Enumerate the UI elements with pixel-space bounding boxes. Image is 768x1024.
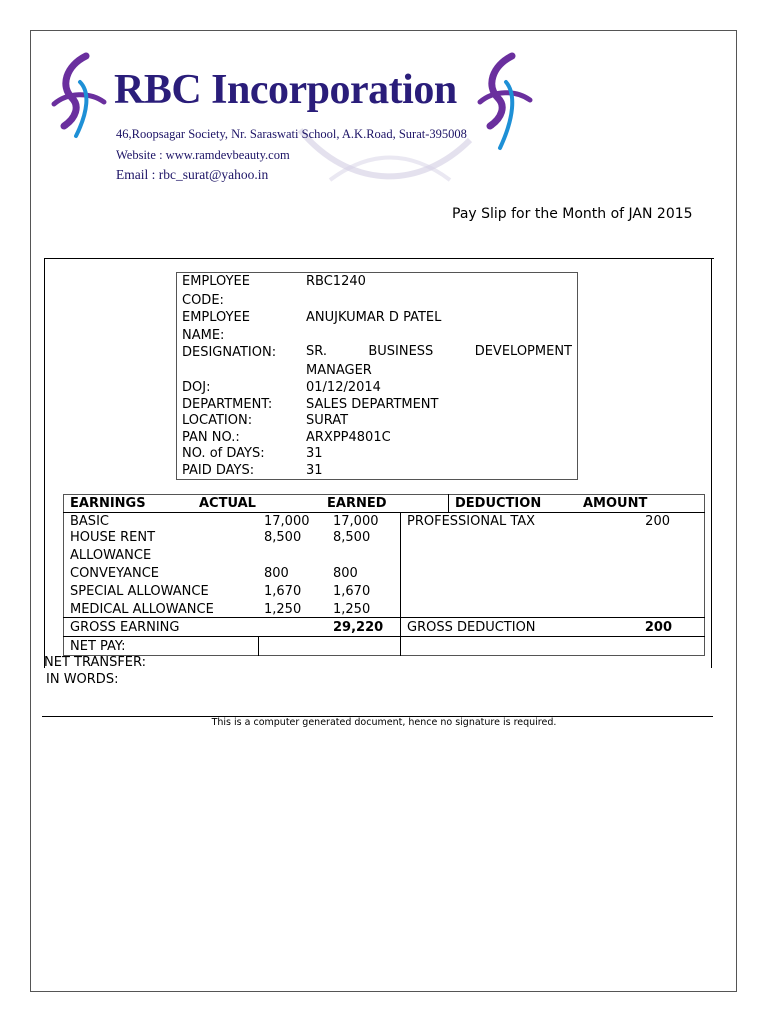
doj-value: 01/12/2014 — [306, 380, 381, 395]
company-website: Website : www.ramdevbeauty.com — [116, 148, 290, 162]
earning-name-2: ALLOWANCE — [70, 548, 152, 563]
earning-actual: 1,250 — [264, 602, 302, 617]
net-transfer-label: NET TRANSFER: — [44, 655, 147, 670]
earning-actual: 17,000 — [264, 514, 310, 529]
department-label: DEPARTMENT: — [182, 397, 273, 412]
earning-actual: 800 — [264, 566, 289, 581]
gross-deduction-value: 200 — [644, 620, 672, 635]
company-address: 46,Roopsagar Society, Nr. Saraswati School, A.K.Road, Surat-395008 — [116, 127, 467, 141]
section-left-line — [44, 258, 45, 668]
location-label: LOCATION: — [182, 413, 253, 428]
paid-days-value: 31 — [306, 463, 323, 478]
company-name: RBC Incorporation — [114, 67, 457, 113]
section-right-line — [711, 258, 712, 668]
company-logo-left — [46, 52, 110, 142]
footer-note: This is a computer generated document, hence no signature is required. — [211, 717, 557, 728]
department-value: SALES DEPARTMENT — [306, 397, 439, 412]
employee-name-value: ANUJKUMAR D PATEL — [306, 310, 442, 325]
header-divider — [448, 494, 449, 512]
company-email: Email : rbc_surat@yahoo.in — [116, 167, 269, 182]
net-pay-divider — [258, 636, 259, 656]
header-actual: ACTUAL — [199, 496, 256, 511]
section-top-line — [44, 258, 714, 259]
designation-value-2: MANAGER — [306, 363, 372, 378]
company-logo-right — [472, 52, 536, 152]
gross-earning-label: GROSS EARNING — [70, 620, 180, 635]
gross-deduction-label: GROSS DEDUCTION — [407, 620, 536, 635]
earning-earned: 800 — [333, 566, 358, 581]
pan-value: ARXPP4801C — [306, 430, 391, 445]
in-words-label: IN WORDS: — [46, 672, 119, 687]
payslip-title: Pay Slip for the Month of JAN 2015 — [452, 206, 693, 222]
earning-name: CONVEYANCE — [70, 566, 159, 581]
earnings-deduction-divider — [400, 512, 401, 656]
employee-code-label-2: CODE: — [182, 293, 224, 308]
earning-earned: 8,500 — [333, 530, 371, 545]
days-value: 31 — [306, 446, 323, 461]
header-earnings: EARNINGS — [70, 496, 146, 511]
employee-code-label: EMPLOYEE — [182, 274, 250, 289]
earning-name: MEDICAL ALLOWANCE — [70, 602, 214, 617]
gross-bottom-line — [63, 636, 705, 637]
doj-label: DOJ: — [182, 380, 211, 395]
deduction-name: PROFESSIONAL TAX — [407, 514, 536, 529]
employee-code-value: RBC1240 — [306, 274, 366, 289]
location-value: SURAT — [306, 413, 349, 428]
employee-name-label-2: NAME: — [182, 328, 225, 343]
earning-actual: 8,500 — [264, 530, 302, 545]
employee-name-label: EMPLOYEE — [182, 310, 250, 325]
pan-label: PAN NO.: — [182, 430, 240, 445]
earning-name: HOUSE RENT — [70, 530, 156, 545]
earning-name: BASIC — [70, 514, 109, 529]
designation-label: DESIGNATION: — [182, 345, 277, 360]
days-label: NO. of DAYS: — [182, 446, 265, 461]
earning-actual: 1,670 — [264, 584, 302, 599]
header-amount: AMOUNT — [583, 496, 648, 511]
deduction-amount: 200 — [645, 514, 670, 529]
paid-days-label: PAID DAYS: — [182, 463, 255, 478]
designation-value: SR. BUSINESS DEVELOPMENT — [306, 344, 572, 359]
earning-earned: 1,250 — [333, 602, 371, 617]
gross-earning-value: 29,220 — [333, 620, 384, 635]
net-pay-label: NET PAY: — [70, 639, 126, 654]
earning-earned: 1,670 — [333, 584, 371, 599]
earning-earned: 17,000 — [333, 514, 379, 529]
earning-name: SPECIAL ALLOWANCE — [70, 584, 209, 599]
header-earned: EARNED — [327, 496, 387, 511]
header-deduction: DEDUCTION — [455, 496, 542, 511]
